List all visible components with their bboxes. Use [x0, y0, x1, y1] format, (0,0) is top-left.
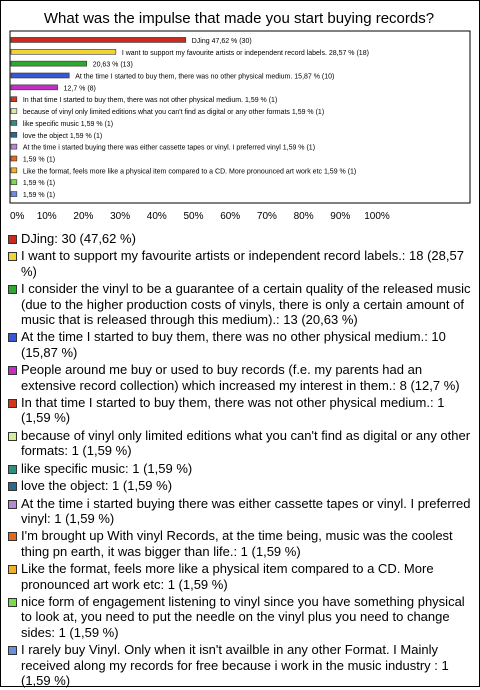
x-tick-label: 30%	[110, 211, 131, 222]
bar-value-label: Like the format, feels more like a physical item compared to a CD. More pronounced art work etc 1,59 % (1)	[22, 168, 357, 176]
x-tick-label: 70%	[256, 211, 277, 222]
bar-value-label: 12,7 % (8)	[63, 85, 96, 93]
bar	[11, 61, 87, 66]
x-tick-label: 50%	[183, 211, 204, 222]
legend-label: nice form of engagement listening to vinyl since you have something physical to look at, you need to put the needle on the vinyl plus you need to change sides: 1 (1,59 %)	[21, 593, 465, 640]
x-tick-label: 90%	[330, 211, 351, 222]
bar-value-label: love the object 1,59 % (1)	[22, 132, 103, 140]
bar-value-label: 1,59 % (1)	[22, 156, 56, 164]
legend-label: Like the format, feels more like a physical item compared to a CD. More pronounced art work etc: 1 (1,59 %)	[21, 561, 434, 592]
x-tick-label: 10%	[36, 211, 57, 222]
bar	[11, 85, 58, 90]
legend-label: At the time i started buying there was either cassette tapes or vinyl. I preferred vinyl: 1 (1,59 %)	[21, 495, 471, 526]
legend-item	[8, 594, 476, 640]
plot-area	[10, 31, 470, 203]
bar	[11, 120, 17, 125]
legend-swatch	[8, 366, 17, 375]
legend-item	[8, 496, 476, 527]
legend-item	[8, 528, 476, 559]
bar	[11, 73, 69, 78]
bar	[11, 156, 17, 161]
legend-label: People around me buy or used to buy records (f.e. my parents had an extensive record collection) which increased my interest in them.: 8 (12,7 %)	[21, 362, 460, 393]
x-tick-label: 100%	[364, 211, 390, 222]
legend-label: I consider the vinyl to be a guarantee of a certain quality of the released music (due to the higher production costs of vinyls, there is only a certain amount of music that is released through this medium).: 13 (20,63 %)	[21, 281, 471, 328]
legend-item	[8, 478, 476, 493]
legend-label: At the time I started to buy them, there was no other physical medium.: 10 (15,87 %)	[21, 329, 446, 360]
legend-item	[8, 642, 476, 688]
legend-item	[8, 231, 476, 246]
bar-chart	[0, 0, 480, 230]
bar	[11, 168, 17, 173]
legend-label: DJing: 30 (47,62 %)	[21, 231, 136, 246]
x-tick-label: 80%	[293, 211, 314, 222]
legend-item	[8, 395, 476, 426]
chart-legend	[8, 231, 476, 690]
legend-label: I rarely buy Vinyl. Only when it isn't availble in any other Format. I Mainly received along my records for free because i work in the music industry : 1 (1,59 %)	[21, 642, 449, 688]
bar	[11, 144, 17, 149]
bar-value-label: At the time I started to buy them, there was no other physical medium. 15,87 % (10)	[75, 73, 335, 81]
legend-label: I want to support my favourite artists or independent record labels.: 18 (28,57 %)	[21, 248, 464, 279]
legend-label: love the object: 1 (1,59 %)	[21, 478, 173, 494]
bar	[11, 192, 17, 197]
bar-value-label: 1,59 % (1)	[22, 192, 56, 200]
legend-swatch	[8, 333, 17, 342]
legend-item	[8, 561, 476, 592]
bar-value-label: DJing 47,62 % (30)	[191, 37, 252, 45]
legend-swatch	[8, 235, 17, 244]
bar	[11, 49, 116, 54]
legend-swatch	[8, 646, 17, 655]
legend-swatch	[8, 482, 17, 491]
legend-swatch	[8, 532, 17, 541]
x-tick-label: 60%	[220, 211, 241, 222]
bar-value-label: I want to support my favourite artists or independent record labels. 28,57 % (18)	[121, 49, 369, 57]
bar-value-label: because of vinyl only limited editions what you can't find as digital or any other formats 1,59 % (1)	[22, 109, 325, 117]
legend-label: I'm brought up With vinyl Records, at the time being, music was the coolest thing pn earth, it was bigger than life.: 1 (1,59 %)	[21, 528, 453, 559]
legend-swatch	[8, 399, 17, 408]
legend-item	[8, 428, 476, 459]
legend-label: because of vinyl only limited editions what you can't find as digital or any other formats: 1 (1,59 %)	[21, 427, 471, 459]
legend-swatch	[8, 252, 17, 261]
bar-value-label: At the time i started buying there was either cassette tapes or vinyl. I preferred vinyl 1,59 % (1)	[22, 144, 316, 152]
bar	[11, 109, 17, 114]
bar	[11, 97, 17, 102]
bar-value-label: 20,63 % (13)	[92, 61, 133, 69]
legend-swatch	[8, 598, 17, 607]
legend-item	[8, 248, 476, 279]
legend-item	[8, 281, 476, 327]
bar	[11, 37, 186, 42]
x-tick-label: 20%	[73, 211, 94, 222]
bar-value-label: In that time I started to buy them, there was not other physical medium. 1,59 % (1)	[22, 97, 278, 105]
x-tick-label: 40%	[146, 211, 167, 222]
legend-swatch	[8, 565, 17, 574]
legend-label: In that time I started to buy them, there was not other physical medium.: 1 (1,59 %)	[21, 395, 445, 426]
chart-title: What was the impulse that made you start buying records?	[43, 10, 435, 27]
legend-item	[8, 362, 476, 393]
legend-swatch	[8, 500, 17, 509]
bar	[11, 180, 17, 185]
legend-item	[8, 329, 476, 360]
x-tick-label: 0%	[10, 211, 25, 222]
bar-value-label: 1,59 % (1)	[22, 180, 56, 188]
bar-value-label: like specific music 1,59 % (1)	[22, 120, 114, 128]
legend-swatch	[8, 465, 17, 474]
legend-swatch	[8, 285, 17, 294]
legend-item	[8, 461, 476, 476]
legend-swatch	[8, 432, 17, 441]
legend-label: like specific music: 1 (1,59 %)	[21, 460, 193, 476]
bar	[11, 132, 17, 137]
